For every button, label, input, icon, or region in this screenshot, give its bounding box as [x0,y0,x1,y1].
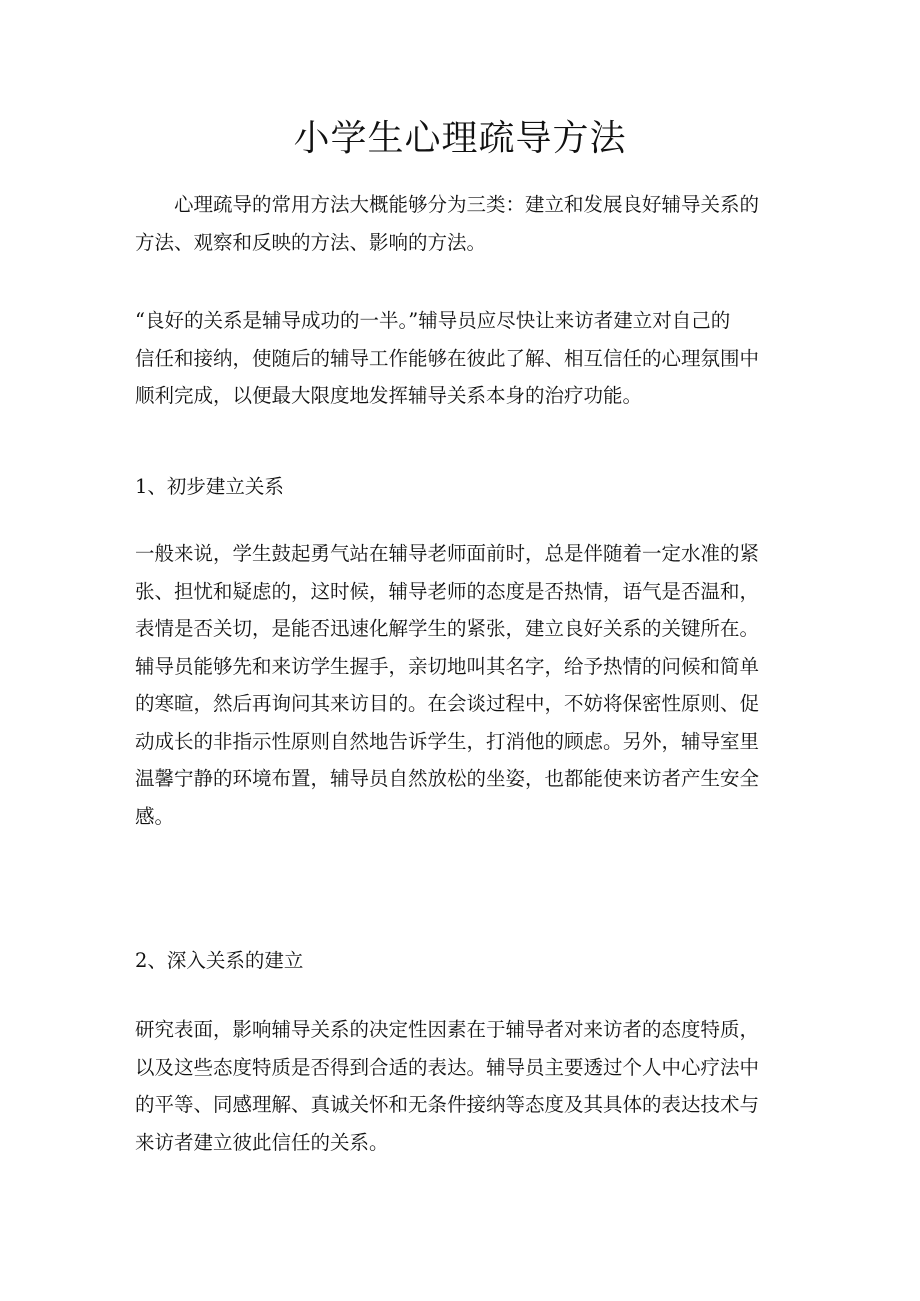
relationship-paragraph [135,302,785,415]
relationship-line: 顺利完成，以便最大限度地发挥辅导关系本身的治疗功能。 [135,384,643,407]
section2-line: 来访者建立彼此信任的关系。 [135,1130,389,1154]
section1-line: 张、担忧和疑虑的，这时候，辅导老师的态度是否热情，语气是否温和， [135,579,760,603]
section2-paragraph [135,1011,785,1161]
intro-line: 方法、观察和反映的方法、影响的方法。 [135,230,487,254]
intro-paragraph [135,186,785,261]
intro-line: 心理疏导的常用方法大概能够分为三类：建立和发展良好辅导关系的 [174,193,760,216]
section2-heading: 2、深入关系的建立 [135,949,304,972]
section2-line: 研究表面，影响辅导关系的决定性因素在于辅导者对来访者的态度特质， [135,1018,760,1041]
section1-heading: 1、初步建立关系 [135,475,284,498]
section2-line: 以及这些态度特质是否得到合适的表达。辅导员主要透过个人中心疗法中 [135,1055,760,1079]
section1-line: 一般来说，学生鼓起勇气站在辅导老师面前时，总是伴随着一定水准的紧 [135,542,760,565]
section1-line: 表情是否关切，是能否迅速化解学生的紧张，建立良好关系的关键所在。 [135,617,760,640]
section1-line: 动成长的非指示性原则自然地告诉学生，打消他的顾虑。另外，辅导室里 [135,729,760,753]
section1-line: 辅导员能够先和来访学生握手，亲切地叫其名字，给予热情的问候和简单 [135,654,760,678]
section1-line: 温馨宁静的环境布置，辅导员自然放松的坐姿，也都能使来访者产生安全 [135,767,760,790]
section1-paragraph [135,535,785,835]
relationship-line: 信任和接纳，使随后的辅导工作能够在彼此了解、相互信任的心理氛围中 [135,346,760,370]
relationship-line: “良好的关系是辅导成功的一半。”辅导员应尽快让来访者建立对自己的 [135,309,731,332]
document-title: 小学生心理疏导方法 [293,118,627,159]
section1-line: 感。 [135,804,175,828]
section2-line: 的平等、同感理解、真诚关怀和无条件接纳等态度及其具体的表达技术与 [135,1093,760,1116]
section1-line: 的寒暄，然后再询问其来访目的。在会谈过程中，不妨将保密性原则、促 [135,692,760,715]
